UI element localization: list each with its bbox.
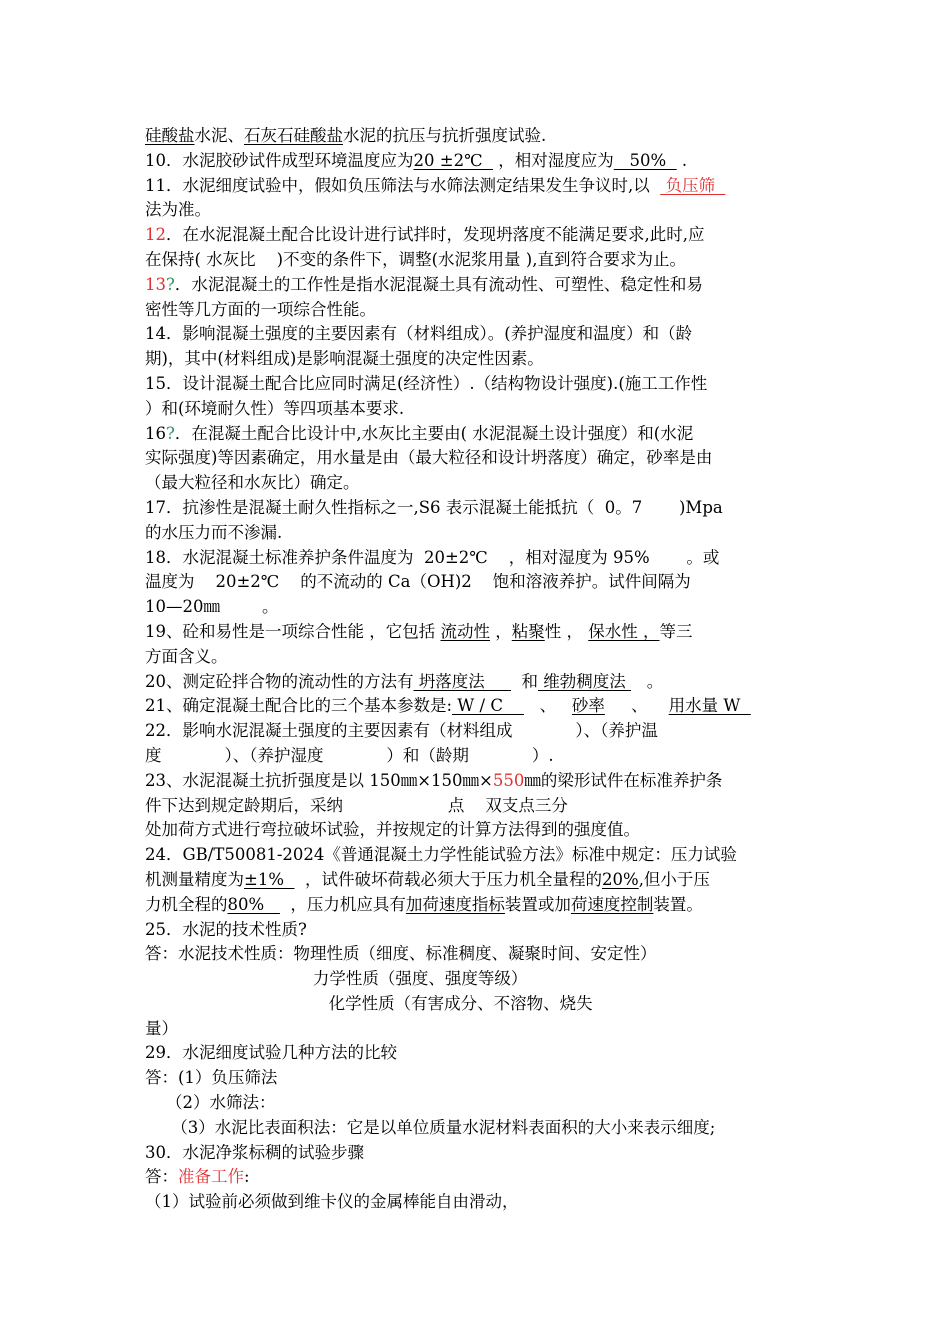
text-segment: 、 xyxy=(523,696,572,716)
highlighted-text: 12 xyxy=(145,225,166,245)
text-segment: ㎜的梁形试件在标准养护条 xyxy=(524,770,723,790)
text-line xyxy=(145,719,815,744)
text-line xyxy=(145,967,815,992)
text-line xyxy=(145,372,815,397)
text-segment: 的水压力而不渗漏. xyxy=(145,522,283,542)
text-line xyxy=(145,1091,815,1116)
text-segment: 机测量精度为 xyxy=(145,869,244,889)
text-line xyxy=(145,1165,815,1190)
text-line xyxy=(145,422,815,447)
text-segment: 量） xyxy=(145,1018,178,1038)
text-segment: 24．GB/T50081-2024《普通混凝土力学性能试验方法》标准中规定：压力试验 xyxy=(145,845,737,865)
text-line xyxy=(145,1017,815,1042)
text-segment: 10．水泥胶砂试件成型环境温度应为 xyxy=(145,150,414,170)
text-line xyxy=(145,893,815,918)
text-segment: ，压力机应具有 xyxy=(279,894,406,914)
text-segment: （最大粒径和水灰比）确定。 xyxy=(145,473,360,493)
text-segment: （3）水泥比表面积法：它是以单位质量水泥材料表面积的大小来表示细度; xyxy=(145,1117,716,1137)
underlined-answer: 用水量 W xyxy=(668,696,751,716)
text-segment: ）和(环境耐久性）等四项基本要求. xyxy=(145,398,405,418)
text-segment: 装置。 xyxy=(653,894,703,914)
text-segment: 化学性质（有害成分、不溶物、烧失 xyxy=(145,993,593,1013)
underlined-answer: 硅酸盐 xyxy=(145,126,195,145)
text-segment: 23、水泥混凝土抗折强度是以 150㎜×150㎜× xyxy=(145,770,493,790)
underlined-answer: 负压筛 xyxy=(660,175,726,195)
text-segment: 10—20㎜ 。 xyxy=(145,597,279,617)
text-line xyxy=(145,843,815,868)
underlined-answer: 加荷速度指标 xyxy=(405,894,505,914)
text-segment: 30．水泥净浆标稠的试验步骤 xyxy=(145,1142,364,1162)
underlined-answer: 粘聚 xyxy=(511,621,545,641)
underlined-answer: 砂率 xyxy=(571,696,605,716)
text-line xyxy=(145,1116,815,1141)
text-line xyxy=(145,1041,815,1066)
underlined-answer: 保水性 ， xyxy=(588,621,660,641)
highlighted-text: ? xyxy=(166,274,175,294)
text-segment: 实际强度)等因素确定，用水量是由（最大粒径和设计坍落度）确定，砂率是由 xyxy=(145,448,713,468)
text-segment: 温度为 20±2℃ 的不流动的 Ca（OH)2 饱和溶液养护。试件间隔为 xyxy=(145,572,691,592)
text-line xyxy=(145,992,815,1017)
text-segment: 方面含义。 xyxy=(145,646,228,666)
text-segment: 等三 xyxy=(659,621,693,641)
text-line xyxy=(145,248,815,273)
text-segment: 装置或加 xyxy=(504,894,571,914)
text-segment: 17．抗渗性是混凝土耐久性指标之一,S6 表示混凝土能抵抗（ 0。7 )Mpa xyxy=(145,497,723,517)
text-segment: 16 xyxy=(145,423,166,443)
text-segment: 答： xyxy=(145,1167,178,1187)
text-line xyxy=(145,620,815,645)
text-segment: ．在水泥混凝土配合比设计进行试拌时，发现坍落度不能满足要求,此时,应 xyxy=(166,225,705,245)
underlined-answer: 荷速度控制 xyxy=(570,894,654,914)
text-segment: 力学性质（强度、强度等级） xyxy=(145,969,528,989)
text-line xyxy=(145,397,815,422)
text-line xyxy=(145,694,815,719)
text-segment: 18．水泥混凝土标准养护条件温度为 20±2℃ ，相对湿度为 95% 。或 xyxy=(145,547,720,567)
text-segment: . xyxy=(676,150,688,170)
highlighted-text: ? xyxy=(166,423,175,443)
text-line xyxy=(145,942,815,967)
text-segment: 19、砼和易性是一项综合性能 ，它包括 xyxy=(145,621,441,641)
highlighted-text: 准备工作 xyxy=(178,1167,244,1187)
text-line xyxy=(145,298,815,323)
text-segment: 法为准。 xyxy=(145,200,211,220)
highlighted-text: 550 xyxy=(492,770,525,790)
text-line xyxy=(145,570,815,595)
text-segment: 在保持( 水灰比 )不变的条件下，调整(水泥浆用量 ),直到符合要求为止。 xyxy=(145,249,686,269)
text-segment: 14．影响混凝土强度的主要因素有（材料组成）。(养护湿度和温度）和（龄 xyxy=(145,324,693,344)
text-line xyxy=(145,769,815,794)
document-body xyxy=(145,124,815,1215)
text-segment: 件下达到规定龄期后，采纳 点 双支点三分 xyxy=(145,795,568,815)
highlighted-text: 13 xyxy=(145,274,166,294)
text-line xyxy=(145,818,815,843)
text-segment: 度 ）、（养护湿度 ）和（龄期 ）. xyxy=(145,745,554,765)
text-line xyxy=(145,347,815,372)
text-segment: ，相对湿度应为 xyxy=(493,150,614,170)
text-line xyxy=(145,521,815,546)
text-line xyxy=(145,223,815,248)
underlined-answer: 20% xyxy=(602,869,639,889)
text-segment: ，试件破坏荷载必须大于压力机全量程的 xyxy=(294,869,602,889)
text-line xyxy=(145,198,815,223)
text-segment: ．水泥混凝土的工作性是指水泥混凝土具有流动性、可塑性、稳定性和易 xyxy=(174,274,703,294)
text-line xyxy=(145,471,815,496)
text-line xyxy=(145,868,815,893)
underlined-answer: 20 ±2℃ xyxy=(413,150,494,170)
underlined-answer: 石灰石硅酸盐 xyxy=(244,126,343,145)
text-line xyxy=(145,174,815,199)
text-line xyxy=(145,794,815,819)
text-segment: （2）水筛法： xyxy=(145,1093,276,1113)
text-segment: 处加荷方式进行弯拉破坏试验，并按规定的计算方法得到的强度值。 xyxy=(145,820,640,840)
text-line xyxy=(145,546,815,571)
text-line xyxy=(145,595,815,620)
text-segment: 11．水泥细度试验中，假如负压筛法与水筛法测定结果发生争议时,以 xyxy=(145,175,661,195)
text-segment: 25．水泥的技术性质? xyxy=(145,919,307,939)
underlined-answer: 坍落度法 xyxy=(413,671,511,691)
underlined-answer: 维勃稠度法 xyxy=(537,671,631,691)
underlined-answer: 50% xyxy=(613,150,677,170)
text-segment: 15．设计混凝土配合比应同时满足(经济性）.（结构物设计强度).(施工工作性 xyxy=(145,373,708,393)
text-segment: 答：水泥技术性质：物理性质（细度、标准稠度、凝聚时间、安定性） xyxy=(145,944,657,964)
text-line xyxy=(145,645,815,670)
text-segment: 29．水泥细度试验几种方法的比较 xyxy=(145,1043,397,1063)
text-segment: 期)，其中(材料组成)是影响混凝土强度的决定性因素。 xyxy=(145,349,544,369)
underlined-answer: 流动性 xyxy=(440,621,490,641)
text-segment: 答：(1）负压筛法 xyxy=(145,1068,278,1088)
text-segment: 、 xyxy=(604,696,669,716)
text-segment: 21、确定混凝土配合比的三个基本参数是: xyxy=(145,696,453,716)
text-line xyxy=(145,273,815,298)
text-segment: 力机全程的 xyxy=(145,894,228,914)
text-segment: 22．影响水泥混凝土强度的主要因素有（材料组成 ）、（养护温 xyxy=(145,721,658,741)
text-line xyxy=(145,149,815,174)
text-segment: ,但小于压 xyxy=(638,869,710,889)
text-segment: ．在混凝土配合比设计中,水灰比主要由( 水泥混凝土设计强度）和(水泥 xyxy=(174,423,694,443)
text-line xyxy=(145,1190,815,1215)
text-line xyxy=(145,1141,815,1166)
text-line xyxy=(145,496,815,521)
underlined-answer: ±1% xyxy=(244,869,295,889)
text-segment: 20、测定砼拌合物的流动性的方法有 xyxy=(145,671,414,691)
text-segment: （1）试验前必须做到维卡仪的金属棒能自由滑动， xyxy=(145,1192,519,1212)
text-segment: : xyxy=(244,1167,250,1187)
text-line xyxy=(145,124,815,149)
text-segment: 水泥的抗压与抗折强度试验. xyxy=(343,126,547,145)
text-line xyxy=(145,446,815,471)
text-segment: 。 xyxy=(630,671,664,691)
text-segment: 密性等几方面的一项综合性能。 xyxy=(145,299,376,319)
text-line xyxy=(145,322,815,347)
underlined-answer: 80% xyxy=(227,894,280,914)
text-segment: 和 xyxy=(510,671,538,691)
text-line xyxy=(145,744,815,769)
text-segment: 水泥、 xyxy=(194,126,244,145)
text-segment: 性 ， xyxy=(544,621,589,641)
text-line xyxy=(145,1066,815,1091)
underlined-answer: W / C xyxy=(452,696,524,716)
text-line xyxy=(145,670,815,695)
text-segment: ， xyxy=(490,621,512,641)
text-line xyxy=(145,918,815,943)
